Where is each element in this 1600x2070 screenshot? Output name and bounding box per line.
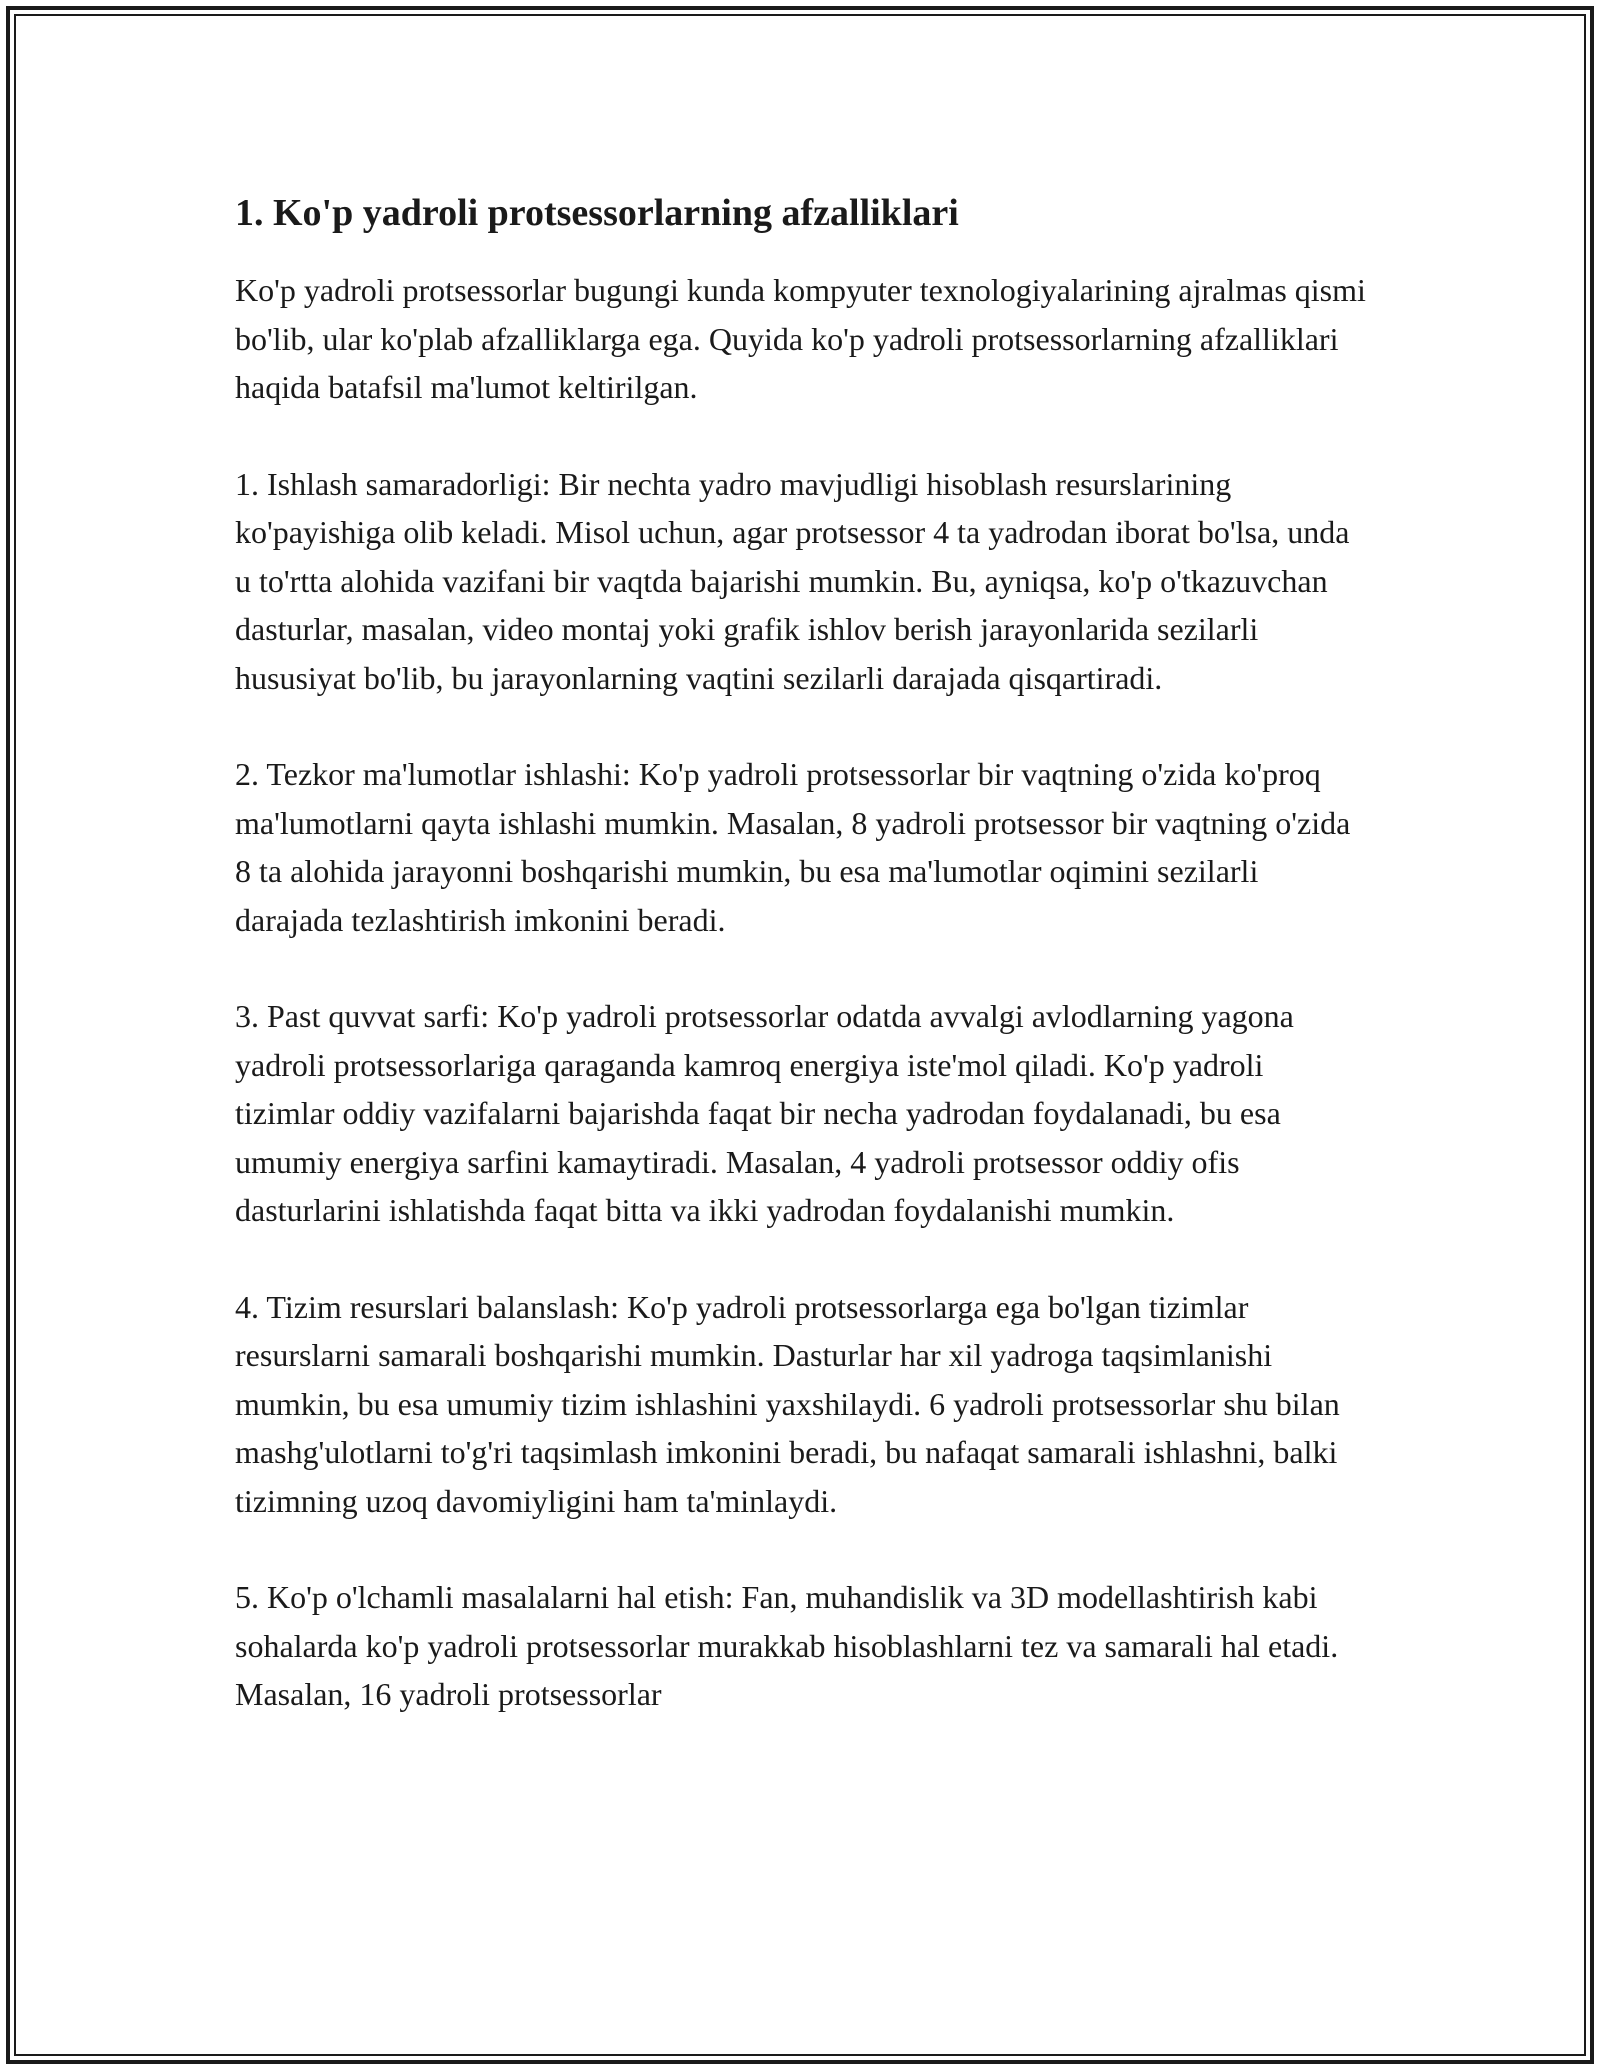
paragraph-power-consumption: 3. Past quvvat sarfi: Ko'p yadroli protsessorlar odatda avvalgi avlodlarning yagona yadroli protsessorlariga qaraganda kamroq energiya iste'mol qiladi. Ko'p yadroli tizimlar oddiy vazifalarni bajarishda faqat bir necha yadrodan foydalanadi, bu esa umumiy energiya sarfini kamaytiradi. Masalan, 4 yadroli protsessor oddiy ofis dasturlarini ishlatishda faqat bitta va ikki yadrodan foydalanishi mumkin. bbox=[235, 998, 1294, 1228]
document-body bbox=[235, 186, 1370, 1767]
paragraph-resource-balancing: 4. Tizim resurslari balanslash: Ko'p yadroli protsessorlarga ega bo'lgan tizimlar resurslarni samarali boshqarishi mumkin. Dasturlar har xil yadroga taqsimlanishi mumkin, bu esa umumiy tizim ishlashini yaxshilaydi. 6 yadroli protsessorlar shu bilan mashg'ulotlarni to'g'ri taqsimlash imkonini beradi, bu nafaqat samarali ishlashni, balki tizimning uzoq davomiyligini ham ta'minlaydi. bbox=[235, 1288, 1340, 1519]
intro-paragraph: Ko'p yadroli protsessorlar bugungi kunda kompyuter texnologiyalarining ajralmas qismi bo'lib, ular ko'plab afzalliklarga ega. Quyida ko'p yadroli protsessorlarning afzalliklari haqida batafsil ma'lumot keltirilgan. bbox=[235, 272, 1366, 405]
paragraph-data-processing: 2. Tezkor ma'lumotlar ishlashi: Ko'p yadroli protsessorlar bir vaqtning o'zida ko'proq ma'lumotlarni qayta ishlashi mumkin. Masalan, 8 yadroli protsessor bir vaqtning o'zida 8 ta alohida jarayonni boshqarishi mumkin, bu esa ma'lumotlar oqimini sezilarli darajada tezlashtirish imkonini beradi. bbox=[235, 756, 1351, 938]
document-heading: 1. Ko'p yadroli protsessorlarning afzalliklari bbox=[235, 192, 959, 234]
paragraph-multidimensional-tasks: 5. Ko'p o'lchamli masalalarni hal etish: Fan, muhandislik va 3D modellashtirish kabi sohalarda ko'p yadroli protsessorlar murakkab hisoblashlarni tez va samarali hal etadi. Masalan, 16 yadroli protsessorlar bbox=[235, 1579, 1339, 1712]
paragraph-performance: 1. Ishlash samaradorligi: Bir nechta yadro mavjudligi hisoblash resurslarining ko'payishiga olib keladi. Misol uchun, agar protsessor 4 ta yadrodan iborat bo'lsa, unda u to'rtta alohida vazifani bir vaqtda bajarishi mumkin. Bu, ayniqsa, ko'p o'tkazuvchan dasturlar, masalan, video montaj yoki grafik ishlov berish jarayonlarida sezilarli hususiyat bo'lib, bu jarayonlarning vaqtini sezilarli darajada qisqartiradi. bbox=[235, 465, 1350, 696]
